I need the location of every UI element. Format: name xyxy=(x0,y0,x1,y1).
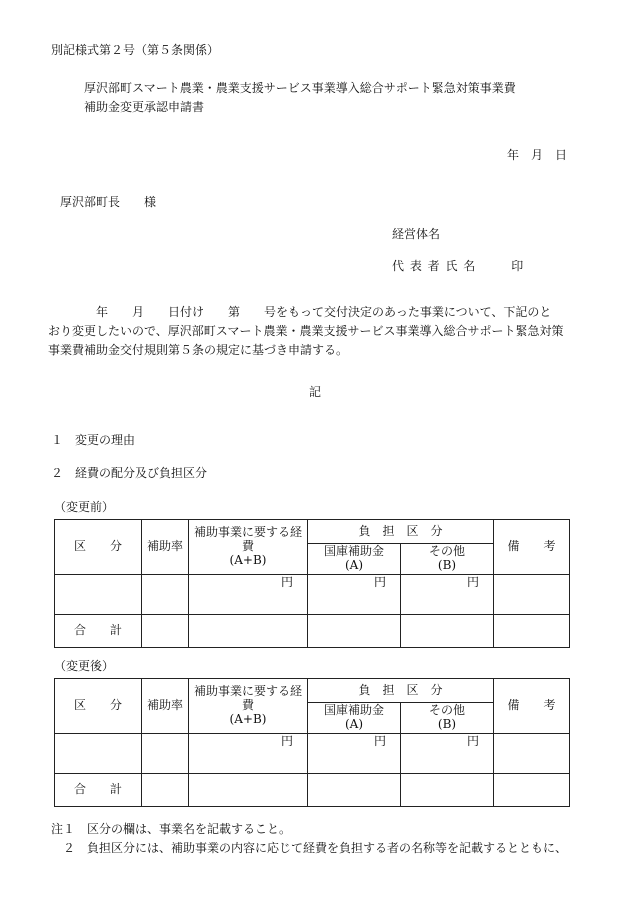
header-cost-sub: (A+B) xyxy=(229,711,267,726)
body-paragraph xyxy=(48,303,588,360)
header-cost-sub: (A+B) xyxy=(229,552,267,567)
body-line-3: 事業費補助金交付規則第５条の規定に基づき申請する。 xyxy=(48,343,349,357)
item-1-reason: １ 変更の理由 xyxy=(51,433,136,447)
title-line-2: 補助金変更承認申請書 xyxy=(84,100,205,114)
cell-kubun xyxy=(55,734,142,774)
total-cost xyxy=(189,774,308,807)
total-other xyxy=(401,774,494,807)
addressee: 厚沢部町長 様 xyxy=(60,195,157,209)
cell-cost-unit: 円 xyxy=(189,734,308,774)
header-kokko xyxy=(308,544,401,575)
before-label: （変更前） xyxy=(54,500,115,514)
item-2-allocation: ２ 経費の配分及び負担区分 xyxy=(51,466,208,480)
total-rate xyxy=(142,774,189,807)
applicant-rep: 代 表 者 氏 名 印 xyxy=(392,259,524,273)
table-row xyxy=(55,734,570,774)
header-cost xyxy=(189,520,308,575)
total-kokko xyxy=(308,774,401,807)
header-kubun: 区 分 xyxy=(55,679,142,734)
after-table xyxy=(54,678,570,807)
cell-rate xyxy=(142,734,189,774)
header-biko: 備 考 xyxy=(494,679,570,734)
header-cost-label: 補助事業に要する経費 xyxy=(193,684,302,713)
note-1: 注１ 区分の欄は、事業名を記載すること。 xyxy=(51,822,292,836)
cell-rate xyxy=(142,575,189,615)
cell-biko xyxy=(494,575,570,615)
after-label: （変更後） xyxy=(54,659,115,673)
form-number: 別記様式第２号（第５条関係） xyxy=(51,43,220,57)
total-other xyxy=(401,615,494,648)
total-biko xyxy=(494,615,570,648)
header-kubun: 区 分 xyxy=(55,520,142,575)
total-label: 合 計 xyxy=(55,615,142,648)
header-kokko-label: 国庫補助金 xyxy=(323,703,384,718)
cell-kubun xyxy=(55,575,142,615)
cell-kokko-unit: 円 xyxy=(308,575,401,615)
applicant-org: 経営体名 xyxy=(392,227,441,241)
cell-cost-unit: 円 xyxy=(189,575,308,615)
total-cost xyxy=(189,615,308,648)
header-kokko-label: 国庫補助金 xyxy=(323,544,384,559)
header-other xyxy=(401,703,494,734)
total-row xyxy=(55,615,570,648)
date-line: 年 月 日 xyxy=(507,148,568,162)
header-kokko-sub: (A) xyxy=(344,717,364,731)
cell-other-unit: 円 xyxy=(401,734,494,774)
before-table xyxy=(54,519,570,648)
header-other-label: その他 xyxy=(428,703,465,718)
header-other xyxy=(401,544,494,575)
total-kokko xyxy=(308,615,401,648)
note-2: ２ 負担区分には、補助事業の内容に応じて経費を負担する者の名称等を記載するとともに、 xyxy=(51,841,568,855)
total-label: 合 計 xyxy=(55,774,142,807)
header-kokko xyxy=(308,703,401,734)
header-rate: 補助率 xyxy=(142,520,189,575)
header-other-sub: (B) xyxy=(437,558,457,572)
body-line-1: 年 月 日付け 第 号をもって交付決定のあった事業について、下記のと xyxy=(48,305,552,319)
cell-kokko-unit: 円 xyxy=(308,734,401,774)
header-biko: 備 考 xyxy=(494,520,570,575)
header-rate: 補助率 xyxy=(142,679,189,734)
total-rate xyxy=(142,615,189,648)
header-cost xyxy=(189,679,308,734)
header-other-sub: (B) xyxy=(437,717,457,731)
title-line-1: 厚沢部町スマート農業・農業支援サービス事業導入総合サポート緊急対策事業費 xyxy=(84,81,516,95)
header-cost-label: 補助事業に要する経費 xyxy=(193,525,302,554)
table-row xyxy=(55,575,570,615)
header-burden: 負 担 区 分 xyxy=(308,520,494,544)
total-row xyxy=(55,774,570,807)
header-other-label: その他 xyxy=(428,544,465,559)
header-burden: 負 担 区 分 xyxy=(308,679,494,703)
cell-other-unit: 円 xyxy=(401,575,494,615)
ki-heading: 記 xyxy=(309,385,322,399)
header-kokko-sub: (A) xyxy=(344,558,364,572)
body-line-2: おり変更したいので、厚沢部町スマート農業・農業支援サービス事業導入総合サポート緊急対策 xyxy=(48,324,564,338)
total-biko xyxy=(494,774,570,807)
cell-biko xyxy=(494,734,570,774)
